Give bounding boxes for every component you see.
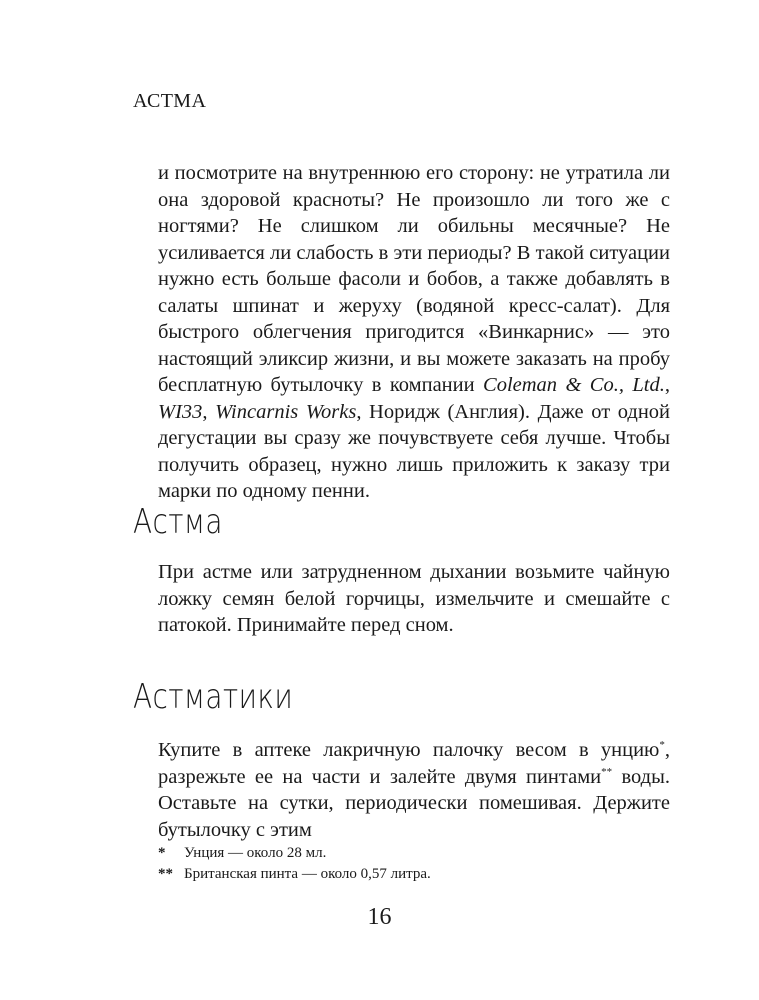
company-works: Wincarnis Works	[215, 400, 357, 423]
company-name: Coleman & Co., Ltd.	[483, 374, 665, 396]
page-number: 16	[367, 904, 392, 930]
paragraph-continuation: и посмотрите на внутреннюю его сторону: не утратила ли она здоровой красноты? Не произошло ли того же с ногтями? Не слишком ли обильны месячные? Не усиливается ли слабость в эти периоды? В такой ситуации нужно есть больше фасоли и бобов, а также добавлять в салаты шпинат и жеруху (водяной кресс-салат). Для быстрого облегчения пригодится «Винкарнис» — это настоящий эликсир жизни, и вы можете заказать на пробу бесплатную бутылочку в компании Coleman & Co., Ltd., WI33, Wincarnis Works, Норидж (Англия). Даже от одной дегустации вы сразу же почувствуете себя лучше. Чтобы получить образец, нужно лишь приложить к заказу три марки по одному пенни.	[158, 162, 671, 502]
section-text-asthmatics: Купите в аптеке лакричную палочку весом в унцию*, разрежьте ее на части и залейте двумя пинтами** воды. Оставьте на сутки, периодически помешивая. Держите бутылочку с этим	[158, 739, 670, 841]
footnote-ref: *	[659, 739, 665, 752]
footnote-mark: *	[158, 845, 166, 861]
footnotes	[158, 843, 431, 885]
paragraph-text: , Норидж (Англия). Даже от одной дегустации вы сразу же почувствуете себя лучше. Чтобы получить образец, нужно лишь приложить к заказу три марки по одному пенни.	[158, 400, 671, 502]
footnote-text: Британская пинта — около 0,57 литра.	[184, 866, 431, 882]
section-heading-asthmatics: Астматики	[133, 677, 294, 717]
footnote-text: Унция — около 28 мл.	[184, 845, 327, 861]
footnote	[158, 843, 431, 864]
paragraph-text: и посмотрите на внутреннюю его сторону: не утратила ли она здоровой красноты? Не произошло ли того же с ногтями? Не слишком ли обильны месячные? Не усиливается ли слабость в эти периоды? В такой ситуации нужно есть больше фасоли и бобов, а также добавлять в салаты шпинат и жеруху (водяной кресс-салат). Для быстрого облегчения пригодится «Винкарнис» — это настоящий эликсир жизни, и вы можете заказать на пробу бесплатную бутылочку в компании	[158, 162, 670, 396]
footnote	[158, 864, 431, 885]
footnote-ref: **	[601, 765, 613, 778]
footnote-mark: **	[158, 866, 173, 882]
running-head: АСТМА	[133, 90, 207, 112]
section-text-asthma: При астме или затрудненном дыхании возьмите чайную ложку семян белой горчицы, измельчите и смешайте с патокой. Принимайте перед сном.	[158, 561, 670, 636]
company-code: WI33	[158, 400, 203, 423]
section-heading-asthma: Астма	[133, 502, 223, 542]
